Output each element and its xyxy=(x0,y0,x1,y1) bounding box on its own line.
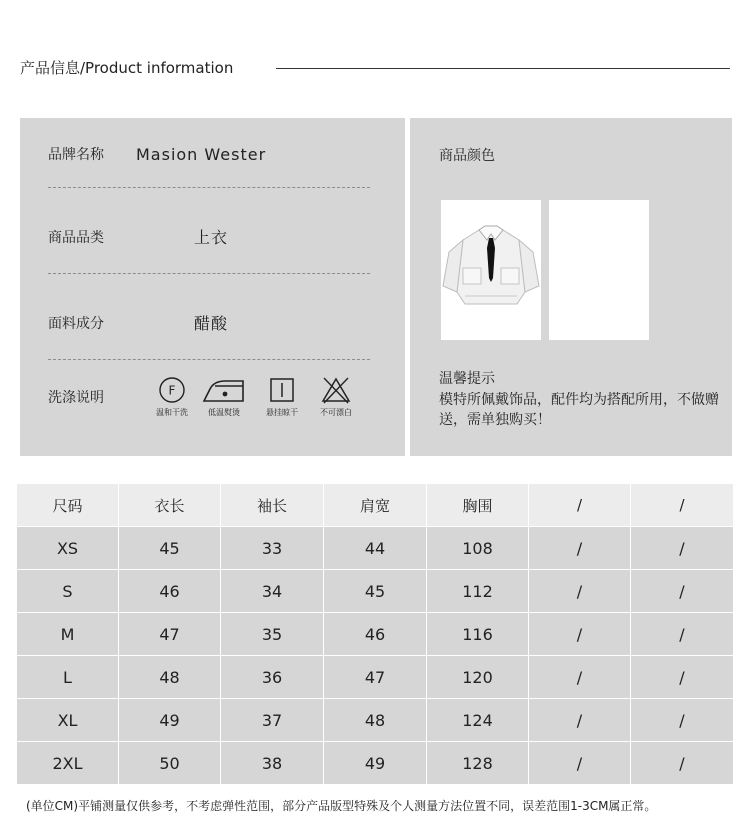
measurement-cell: 48 xyxy=(119,656,221,699)
color-swatch-white-shirt[interactable] xyxy=(441,200,541,340)
table-row xyxy=(17,742,733,785)
measurement-cell: 112 xyxy=(427,570,529,613)
measurement-cell: 124 xyxy=(427,699,529,742)
svg-text:F: F xyxy=(168,383,176,398)
measurement-cell: 48 xyxy=(324,699,427,742)
measurement-cell: 49 xyxy=(324,742,427,785)
table-row xyxy=(17,699,733,742)
table-header-cell: 肩宽 xyxy=(324,484,427,527)
care-label: 不可漂白 xyxy=(320,408,352,417)
measurement-cell: 45 xyxy=(324,570,427,613)
measurement-cell: 108 xyxy=(427,527,529,570)
measurement-cell: 34 xyxy=(221,570,324,613)
measurement-cell: 120 xyxy=(427,656,529,699)
care-item xyxy=(196,376,252,418)
section-title: 产品信息/Product information xyxy=(20,59,234,77)
measurement-cell: 47 xyxy=(324,656,427,699)
divider xyxy=(48,187,370,188)
wash-label: 洗涤说明 xyxy=(48,390,104,406)
brand-label: 品牌名称 xyxy=(48,147,104,163)
table-row xyxy=(17,570,733,613)
care-icons xyxy=(144,376,364,426)
table-row xyxy=(17,656,733,699)
section-header xyxy=(20,58,730,78)
table-row xyxy=(17,613,733,656)
fabric-label: 面料成分 xyxy=(48,316,104,332)
tip-title: 温馨提示 xyxy=(439,371,495,387)
measurement-cell: / xyxy=(529,613,631,656)
care-label: 低温熨烫 xyxy=(208,408,240,417)
measurement-cell: 45 xyxy=(119,527,221,570)
hang-dry-icon xyxy=(268,376,296,404)
product-info-panel xyxy=(20,118,405,456)
header-divider xyxy=(276,68,730,69)
measurement-cell: 36 xyxy=(221,656,324,699)
measurement-cell: / xyxy=(529,742,631,785)
measurement-cell: 46 xyxy=(119,570,221,613)
measurement-cell: / xyxy=(631,656,733,699)
product-color-panel xyxy=(410,118,732,456)
measurement-cell: 35 xyxy=(221,613,324,656)
table-header-cell: 袖长 xyxy=(221,484,324,527)
care-label: 悬挂晾干 xyxy=(266,408,298,417)
measurement-cell: 116 xyxy=(427,613,529,656)
size-cell: XS xyxy=(17,527,119,570)
measurement-cell: 47 xyxy=(119,613,221,656)
measurement-cell: 33 xyxy=(221,527,324,570)
measurement-cell: / xyxy=(529,699,631,742)
measurement-cell: 49 xyxy=(119,699,221,742)
measurement-cell: 50 xyxy=(119,742,221,785)
care-label: 温和干洗 xyxy=(156,408,188,417)
table-header-cell: 衣长 xyxy=(119,484,221,527)
category-value: 上衣 xyxy=(194,228,229,247)
measurement-cell: / xyxy=(631,527,733,570)
divider xyxy=(48,273,370,274)
measurement-cell: / xyxy=(631,570,733,613)
measurement-cell: / xyxy=(529,527,631,570)
iron-low-temp-icon xyxy=(201,376,247,404)
measurement-cell: 44 xyxy=(324,527,427,570)
category-label: 商品品类 xyxy=(48,230,104,246)
dry-clean-icon xyxy=(158,376,186,404)
measurement-cell: / xyxy=(631,613,733,656)
no-bleach-icon xyxy=(320,376,352,404)
brand-value: Masion Wester xyxy=(136,145,267,164)
size-table xyxy=(17,484,733,785)
size-cell: 2XL xyxy=(17,742,119,785)
divider xyxy=(48,359,370,360)
measurement-cell: 37 xyxy=(221,699,324,742)
tip-body: 模特所佩戴饰品，配件均为搭配所用，不做赠送，需单独购买！ xyxy=(439,392,719,428)
color-swatch-blank[interactable] xyxy=(549,200,649,340)
table-header-cell: / xyxy=(529,484,631,527)
care-item xyxy=(144,376,200,418)
color-label: 商品颜色 xyxy=(439,148,495,164)
measurement-note: (单位CM)平铺测量仅供参考，不考虑弹性范围，部分产品版型特殊及个人测量方法位置不同，误差范围1-3CM属正常。 xyxy=(26,799,657,813)
table-header-row xyxy=(17,484,733,527)
measurement-cell: 128 xyxy=(427,742,529,785)
size-cell: M xyxy=(17,613,119,656)
table-header-cell: 尺码 xyxy=(17,484,119,527)
shirt-image xyxy=(441,200,541,340)
table-header-cell: / xyxy=(631,484,733,527)
table-row xyxy=(17,527,733,570)
fabric-value: 醋酸 xyxy=(194,314,229,333)
size-cell: S xyxy=(17,570,119,613)
measurement-cell: / xyxy=(631,699,733,742)
measurement-cell: 38 xyxy=(221,742,324,785)
measurement-cell: 46 xyxy=(324,613,427,656)
measurement-cell: / xyxy=(529,656,631,699)
care-item xyxy=(308,376,364,418)
size-cell: L xyxy=(17,656,119,699)
table-header-cell: 胸围 xyxy=(427,484,529,527)
size-table-body xyxy=(17,484,733,785)
care-item xyxy=(254,376,310,418)
measurement-cell: / xyxy=(631,742,733,785)
size-cell: XL xyxy=(17,699,119,742)
measurement-cell: / xyxy=(529,570,631,613)
